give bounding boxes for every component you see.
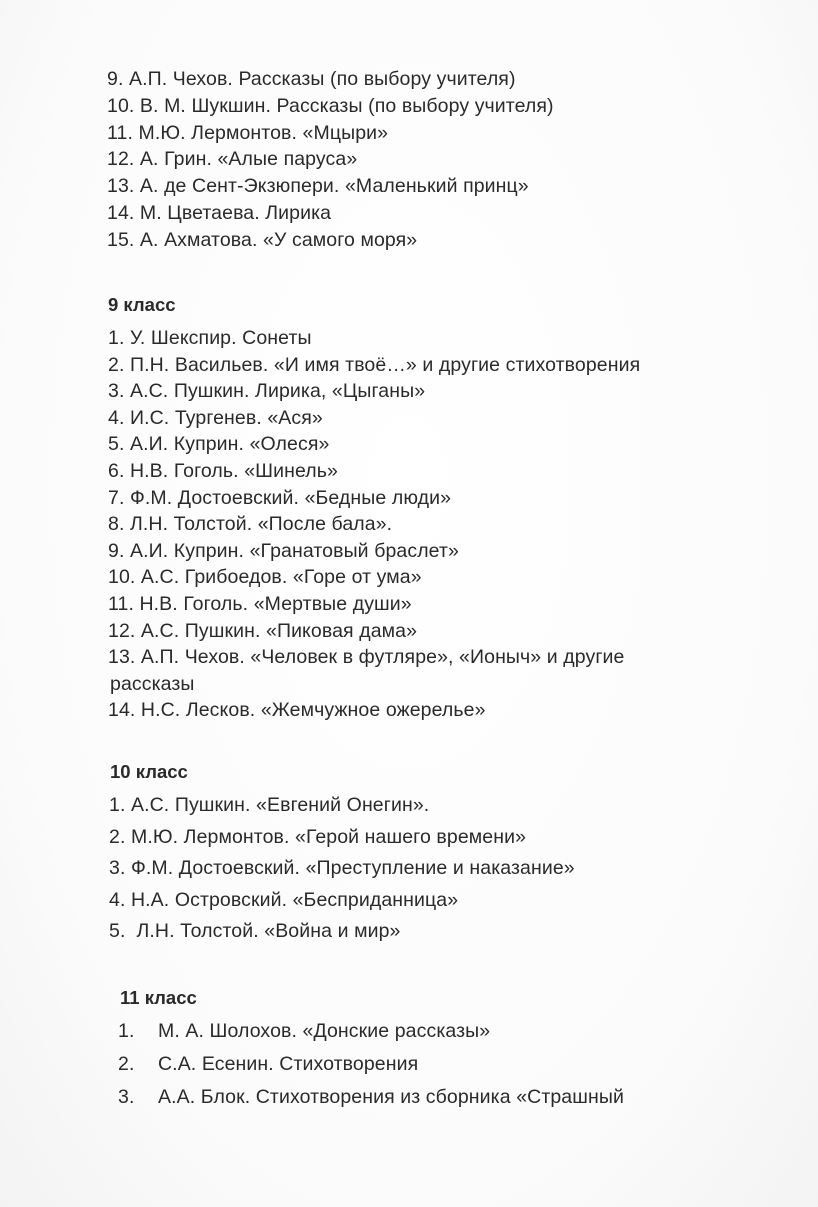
list-item: 6. Н.В. Гоголь. «Шинель» bbox=[108, 459, 338, 482]
list-item-number: 2. bbox=[118, 1053, 135, 1075]
list-item-number: 1. bbox=[118, 1020, 135, 1042]
list-item bbox=[0, 1084, 818, 1117]
list-item: 10. В. М. Шукшин. Рассказы (по выбору учителя) bbox=[107, 94, 554, 117]
list-item-number: 3. bbox=[118, 1086, 135, 1108]
grade-8-list-continued bbox=[0, 66, 818, 254]
list-item: 1. У. Шекспир. Сонеты bbox=[108, 327, 312, 349]
list-item-text: А.А. Блок. Стихотворения из сборника «Страшный bbox=[158, 1086, 624, 1108]
list-item: 11. Н.В. Гоголь. «Мертвые души» bbox=[108, 592, 412, 615]
list-item-text: С.А. Есенин. Стихотворения bbox=[158, 1053, 419, 1075]
list-item: 2. П.Н. Васильев. «И имя твоё…» и другие стихотворения bbox=[108, 353, 641, 376]
grade-11-heading: 11 класс bbox=[120, 987, 197, 1008]
list-item: 13. А. де Сент-Экзюпери. «Маленький принц» bbox=[107, 175, 529, 198]
list-item: 14. М. Цветаева. Лирика bbox=[107, 201, 332, 224]
list-item: 3. А.С. Пушкин. Лирика, «Цыганы» bbox=[108, 380, 426, 403]
list-item: 4. И.С. Тургенев. «Ася» bbox=[108, 406, 323, 429]
list-item: 8. Л.Н. Толстой. «После бала». bbox=[108, 513, 393, 536]
list-item bbox=[0, 1051, 818, 1084]
list-item bbox=[0, 1018, 818, 1051]
list-item: 4. Н.А. Островский. «Бесприданница» bbox=[109, 888, 459, 911]
grade-9-list bbox=[0, 325, 818, 724]
list-item: 9. А.П. Чехов. Рассказы (по выбору учителя) bbox=[107, 68, 516, 90]
list-item: 3. Ф.М. Достоевский. «Преступление и наказание» bbox=[109, 857, 575, 880]
list-item-continuation: рассказы bbox=[110, 672, 195, 695]
list-item: 9. А.И. Куприн. «Гранатовый браслет» bbox=[108, 539, 459, 562]
list-item: 10. А.С. Грибоедов. «Горе от ума» bbox=[108, 566, 422, 589]
list-item: 5. А.И. Куприн. «Олеся» bbox=[108, 433, 330, 456]
list-item: 1. А.С. Пушкин. «Евгений Онегин». bbox=[109, 794, 430, 816]
grade-11-list bbox=[0, 1018, 818, 1117]
list-item: 14. Н.С. Лесков. «Жемчужное ожерелье» bbox=[108, 699, 486, 722]
list-item: 15. А. Ахматова. «У самого моря» bbox=[107, 228, 418, 251]
list-item: 13. А.П. Чехов. «Человек в футляре», «Ионыч» и другие bbox=[108, 646, 625, 669]
list-item: 5. Л.Н. Толстой. «Война и мир» bbox=[109, 920, 401, 943]
list-item: 12. А.С. Пушкин. «Пиковая дама» bbox=[108, 619, 418, 642]
grade-9-heading: 9 класс bbox=[108, 294, 176, 315]
grade-10-heading: 10 класс bbox=[110, 761, 188, 782]
list-item: 11. М.Ю. Лермонтов. «Мцыри» bbox=[107, 121, 389, 144]
grade-10-list bbox=[0, 792, 818, 950]
list-item: 12. А. Грин. «Алые паруса» bbox=[107, 148, 358, 171]
list-item-text: М. А. Шолохов. «Донские рассказы» bbox=[158, 1020, 491, 1042]
list-item: 2. М.Ю. Лермонтов. «Герой нашего времени» bbox=[109, 825, 527, 848]
list-item: 7. Ф.М. Достоевский. «Бедные люди» bbox=[108, 486, 452, 509]
